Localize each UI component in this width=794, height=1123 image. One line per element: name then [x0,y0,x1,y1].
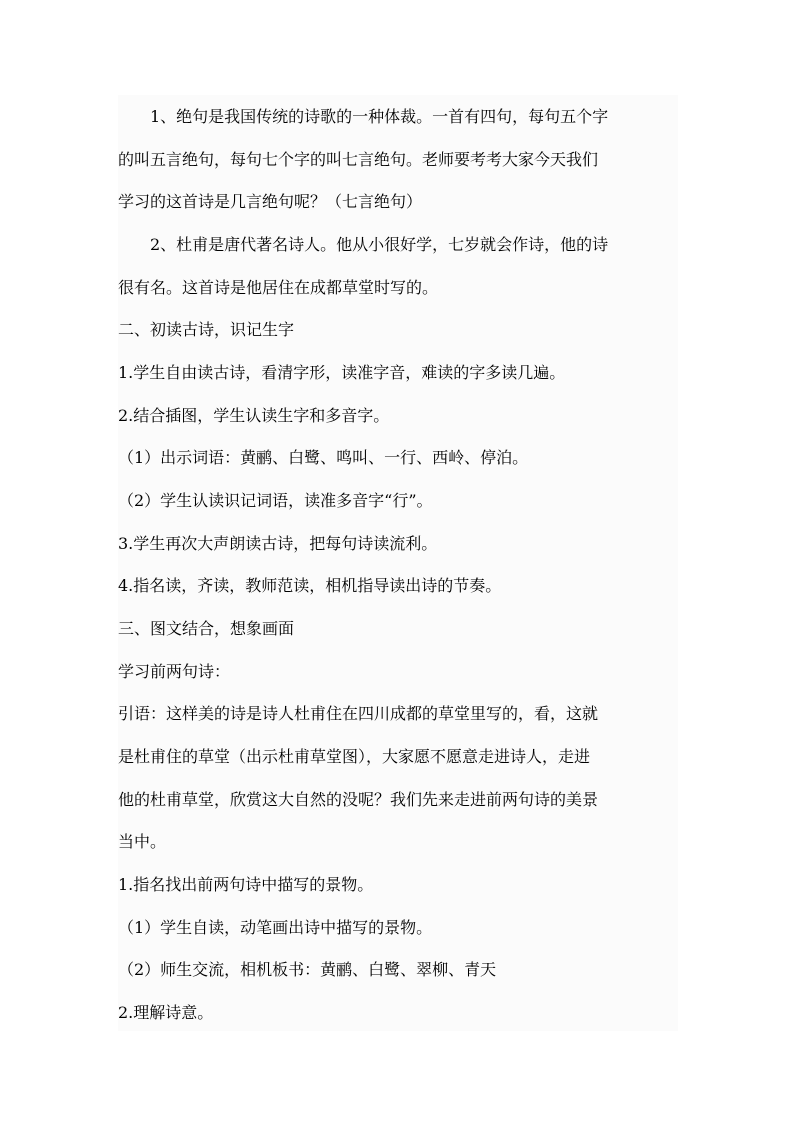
text-line: 的叫五言绝句，每句七个字的叫七言绝句。老师要考考大家今天我们 [118,150,599,169]
text-line: 1.学生自由读古诗，看清字形，读准字音，难读的字多读几遍。 [118,363,566,382]
text-line: （1）学生自读，动笔画出诗中描写的景物。 [118,918,433,937]
text-line: 2、杜甫是唐代著名诗人。他从小很好学，七岁就会作诗，他的诗 [150,235,609,254]
text-line: 他的杜甫草堂，欣赏这大自然的没呢？我们先来走进前两句诗的美景 [118,790,599,809]
text-line: 4.指名读，齐读，教师范读，相机指导读出诗的节奏。 [118,576,502,595]
text-line: 引语：这样美的诗是诗人杜甫住在四川成都的草堂里写的，看，这就 [118,704,599,723]
text-line: 2.理解诗意。 [118,1003,214,1022]
text-line: （1）出示词语：黄鹂、白鹭、鸣叫、一行、西岭、停泊。 [118,448,529,467]
section-heading: 三、图文结合，想象画面 [118,619,295,638]
text-line: 1、绝句是我国传统的诗歌的一种体裁。一首有四句，每句五个字 [150,107,609,126]
section-heading: 二、初读古诗，识记生字 [118,320,295,339]
text-line: （2）学生认读识记词语，读准多音字“行”。 [118,491,433,510]
text-line: 2.结合插图，学生认读生字和多音字。 [118,406,390,425]
text-line: 学习前两句诗： [118,662,231,681]
text-line: 3.学生再次大声朗读古诗，把每句诗读流利。 [118,534,438,553]
text-line: 是杜甫住的草堂（出示杜甫草堂图），大家愿不愿意走进诗人，走进 [118,747,591,766]
document-body [118,95,678,1031]
text-line: 很有名。这首诗是他居住在成都草堂时写的。 [118,278,439,297]
text-line: 学习的这首诗是几言绝句呢？（七言绝句） [118,192,423,211]
text-line: 当中。 [118,832,167,851]
text-line: 1.指名找出前两句诗中描写的景物。 [118,875,374,894]
text-line: （2）师生交流，相机板书：黄鹂、白鹭、翠柳、青天 [118,960,497,979]
